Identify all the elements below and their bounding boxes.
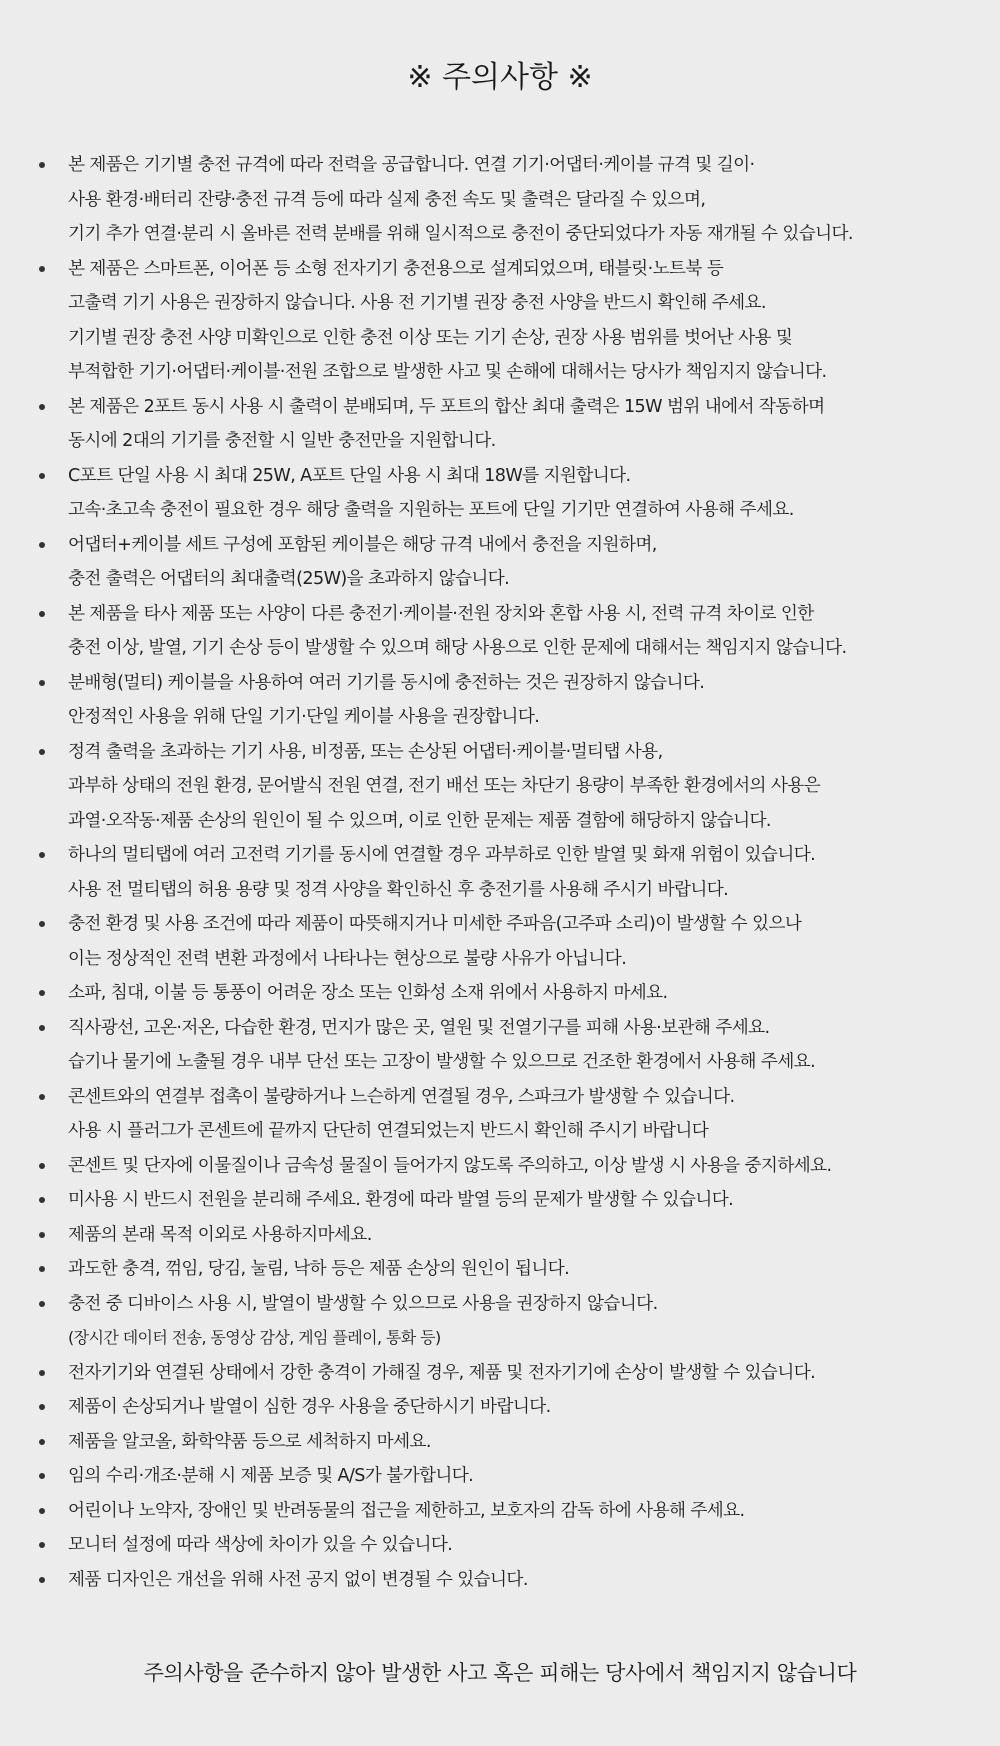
bullet-dot-icon	[39, 162, 45, 168]
bullet-icon	[37, 1563, 47, 1598]
notice-line: 고출력 기기 사용은 권장하지 않습니다. 사용 전 기기별 권장 충전 사양을 반드시 확인해 주세요.	[68, 293, 766, 313]
bullet-icon	[37, 1356, 47, 1391]
notice-line: 기기 추가 연결·분리 시 올바른 전력 분배를 위해 일시적으로 충전이 중단되었다가 자동 재개될 수 있습니다.	[68, 224, 853, 244]
bullet-icon	[37, 1252, 47, 1287]
notice-line: 사용 환경·배터리 잔량·충전 규격 등에 따라 실제 충전 속도 및 출력은 달라질 수 있으며,	[68, 189, 706, 210]
notice-item	[0, 148, 1000, 252]
bullet-dot-icon	[39, 921, 45, 927]
notice-line: 기기별 권장 충전 사양 미확인으로 인한 충전 이상 또는 기기 손상, 권장 사용 범위를 벗어난 사용 및	[68, 327, 793, 348]
notice-item	[0, 1459, 1000, 1494]
bullet-icon	[37, 148, 47, 183]
bullet-dot-icon	[39, 1197, 45, 1203]
notice-item	[0, 1425, 1000, 1460]
bullet-dot-icon	[39, 473, 45, 479]
bullet-icon	[37, 735, 47, 770]
notice-line: 본 제품을 타사 제품 또는 사양이 다른 충전기·케이블·전원 장치와 혼합 사용 시, 전력 규격 차이로 인한	[68, 603, 814, 624]
notice-line: 충전 출력은 어댑터의 최대출력(25W)을 초과하지 않습니다.	[68, 569, 510, 589]
bullet-dot-icon	[39, 266, 45, 272]
notice-subnote: (장시간 데이터 전송, 동영상 감상, 게임 플레이, 통화 등)	[68, 1328, 441, 1347]
bullet-icon	[37, 838, 47, 873]
notice-list	[0, 148, 1000, 1597]
notice-line: 습기나 물기에 노출될 경우 내부 단선 또는 고장이 발생할 수 있으므로 건조한 환경에서 사용해 주세요.	[68, 1052, 816, 1072]
notice-line: 분배형(멀티) 케이블을 사용하여 여러 기기를 동시에 충전하는 것은 권장하지 않습니다.	[68, 672, 705, 693]
notice-line: 충전 중 디바이스 사용 시, 발열이 발생할 수 있으므로 사용을 권장하지 않습니다.	[68, 1293, 658, 1314]
notice-line: 사용 시 플러그가 콘센트에 끝까지 단단히 연결되었는지 반드시 확인해 주시기 바랍니다	[68, 1121, 709, 1141]
bullet-dot-icon	[39, 749, 45, 755]
notice-item	[0, 252, 1000, 390]
bullet-dot-icon	[39, 1404, 45, 1410]
notice-line: 사용 전 멀티탭의 허용 용량 및 정격 사양을 확인하신 후 충전기를 사용해 주시기 바랍니다.	[68, 879, 729, 900]
notice-line: 모니터 설정에 따라 색상에 차이가 있을 수 있습니다.	[68, 1535, 453, 1555]
bullet-icon	[37, 390, 47, 425]
bullet-dot-icon	[39, 1232, 45, 1238]
notice-item	[0, 1080, 1000, 1149]
notice-line: 충전 환경 및 사용 조건에 따라 제품이 따뜻해지거나 미세한 주파음(고주파 소리)이 발생할 수 있으나	[68, 914, 802, 934]
notice-line: 미사용 시 반드시 전원을 분리해 주세요. 환경에 따라 발열 등의 문제가 발생할 수 있습니다.	[68, 1190, 734, 1210]
bullet-dot-icon	[39, 611, 45, 617]
notice-item	[0, 1287, 1000, 1356]
notice-line: 직사광선, 고온·저온, 다습한 환경, 먼지가 많은 곳, 열원 및 전열기구를 피해 사용·보관해 주세요.	[68, 1017, 770, 1038]
notice-item	[0, 1390, 1000, 1425]
bullet-dot-icon	[39, 1266, 45, 1272]
bullet-icon	[37, 1528, 47, 1563]
notice-line: 제품을 알코올, 화학약품 등으로 세척하지 마세요.	[68, 1431, 431, 1452]
page-title: ※ 주의사항 ※	[407, 60, 593, 95]
bullet-icon	[37, 1459, 47, 1494]
bullet-icon	[37, 1149, 47, 1184]
notice-item	[0, 666, 1000, 735]
bullet-dot-icon	[39, 1094, 45, 1100]
notice-line: 정격 출력을 초과하는 기기 사용, 비정품, 또는 손상된 어댑터·케이블·멀티탭 사용,	[68, 741, 663, 762]
bullet-icon	[37, 1390, 47, 1425]
notice-item	[0, 1149, 1000, 1184]
bullet-icon	[37, 1287, 47, 1322]
notice-line: 충전 이상, 발열, 기기 손상 등이 발생할 수 있으며 해당 사용으로 인한 문제에 대해서는 책임지지 않습니다.	[68, 638, 847, 658]
notice-item	[0, 1356, 1000, 1391]
notice-line: 동시에 2대의 기기를 충전할 시 일반 충전만을 지원합니다.	[68, 431, 496, 451]
notice-item	[0, 907, 1000, 976]
notice-line: 소파, 침대, 이불 등 통풍이 어려운 장소 또는 인화성 소재 위에서 사용하지 마세요.	[68, 983, 668, 1003]
bullet-icon	[37, 252, 47, 287]
notice-item	[0, 1563, 1000, 1598]
notice-line: 안정적인 사용을 위해 단일 기기·단일 케이블 사용을 권장합니다.	[68, 707, 540, 727]
bullet-icon	[37, 907, 47, 942]
notice-line: 전자기기와 연결된 상태에서 강한 충격이 가해질 경우, 제품 및 전자기기에 손상이 발생할 수 있습니다.	[68, 1362, 816, 1383]
notice-item	[0, 528, 1000, 597]
notice-item	[0, 390, 1000, 459]
notice-item	[0, 1494, 1000, 1529]
bullet-icon	[37, 666, 47, 701]
notice-item	[0, 1183, 1000, 1218]
bullet-dot-icon	[39, 1473, 45, 1479]
notice-line: 본 제품은 2포트 동시 사용 시 출력이 분배되며, 두 포트의 합산 최대 출력은 15W 범위 내에서 작동하며	[68, 396, 825, 417]
bullet-icon	[37, 976, 47, 1011]
notice-line: 임의 수리·개조·분해 시 제품 보증 및 A/S가 불가합니다.	[68, 1466, 474, 1486]
notice-line: C포트 단일 사용 시 최대 25W, A포트 단일 사용 시 최대 18W를 지원합니다.	[68, 465, 631, 486]
notice-line: 어댑터+케이블 세트 구성에 포함된 케이블은 해당 규격 내에서 충전을 지원하며,	[68, 534, 657, 555]
bullet-dot-icon	[39, 542, 45, 548]
bullet-icon	[37, 1080, 47, 1115]
notice-line: 제품이 손상되거나 발열이 심한 경우 사용을 중단하시기 바랍니다.	[68, 1397, 551, 1417]
bullet-dot-icon	[39, 404, 45, 410]
notice-line: 과부하 상태의 전원 환경, 문어발식 전원 연결, 전기 배선 또는 차단기 용량이 부족한 환경에서의 사용은	[68, 776, 821, 796]
notice-item	[0, 1528, 1000, 1563]
bullet-icon	[37, 1425, 47, 1460]
notice-line: 부적합한 기기·어댑터·케이블·전원 조합으로 발생한 사고 및 손해에 대해서는 당사가 책임지지 않습니다.	[68, 362, 827, 382]
bullet-icon	[37, 528, 47, 563]
notice-item	[0, 838, 1000, 907]
notice-line: 이는 정상적인 전력 변환 과정에서 나타나는 현상으로 불량 사유가 아닙니다.	[68, 948, 627, 969]
bullet-icon	[37, 1494, 47, 1529]
bullet-icon	[37, 1011, 47, 1046]
bullet-dot-icon	[39, 1163, 45, 1169]
notice-line: 어린이나 노약자, 장애인 및 반려동물의 접근을 제한하고, 보호자의 감독 하에 사용해 주세요.	[68, 1500, 745, 1521]
bullet-dot-icon	[39, 1577, 45, 1583]
notice-line: 제품 디자인은 개선을 위해 사전 공지 없이 변경될 수 있습니다.	[68, 1569, 528, 1590]
notice-item	[0, 459, 1000, 528]
notice-item	[0, 1218, 1000, 1253]
bullet-dot-icon	[39, 1439, 45, 1445]
bullet-dot-icon	[39, 1508, 45, 1514]
notice-item	[0, 597, 1000, 666]
notice-line: 본 제품은 스마트폰, 이어폰 등 소형 전자기기 충전용으로 설계되었으며, 태블릿·노트북 등	[68, 258, 724, 279]
notice-item	[0, 735, 1000, 839]
bullet-dot-icon	[39, 990, 45, 996]
notice-line: 본 제품은 기기별 충전 규격에 따라 전력을 공급합니다. 연결 기기·어댑터·케이블 규격 및 길이·	[68, 155, 755, 175]
notice-line: 하나의 멀티탭에 여러 고전력 기기를 동시에 연결할 경우 과부하로 인한 발열 및 화재 위험이 있습니다.	[68, 845, 816, 865]
notice-item	[0, 976, 1000, 1011]
notice-line: 과열·오작동·제품 손상의 원인이 될 수 있으며, 이로 인한 문제는 제품 결함에 해당하지 않습니다.	[68, 810, 771, 831]
notice-line: 과도한 충격, 꺾임, 당김, 눌림, 낙하 등은 제품 손상의 원인이 됩니다.	[68, 1259, 570, 1279]
notice-item	[0, 1252, 1000, 1287]
bullet-dot-icon	[39, 1025, 45, 1031]
bullet-icon	[37, 459, 47, 494]
bullet-dot-icon	[39, 1542, 45, 1548]
notice-line: 제품의 본래 목적 이외로 사용하지마세요.	[68, 1224, 372, 1245]
bullet-icon	[37, 1218, 47, 1253]
notice-line: 콘센트와의 연결부 접촉이 불량하거나 느슨하게 연결될 경우, 스파크가 발생할 수 있습니다.	[68, 1086, 735, 1107]
disclaimer-footer: 주의사항을 준수하지 않아 발생한 사고 혹은 피해는 당사에서 책임지지 않습니다	[143, 1661, 857, 1685]
bullet-dot-icon	[39, 680, 45, 686]
notice-item	[0, 1011, 1000, 1080]
bullet-dot-icon	[39, 852, 45, 858]
bullet-icon	[37, 1183, 47, 1218]
notice-line: 고속·초고속 충전이 필요한 경우 해당 출력을 지원하는 포트에 단일 기기만 연결하여 사용해 주세요.	[68, 500, 794, 520]
notice-line: 콘센트 및 단자에 이물질이나 금속성 물질이 들어가지 않도록 주의하고, 이상 발생 시 사용을 중지하세요.	[68, 1155, 832, 1176]
bullet-dot-icon	[39, 1370, 45, 1376]
bullet-icon	[37, 597, 47, 632]
bullet-dot-icon	[39, 1301, 45, 1307]
